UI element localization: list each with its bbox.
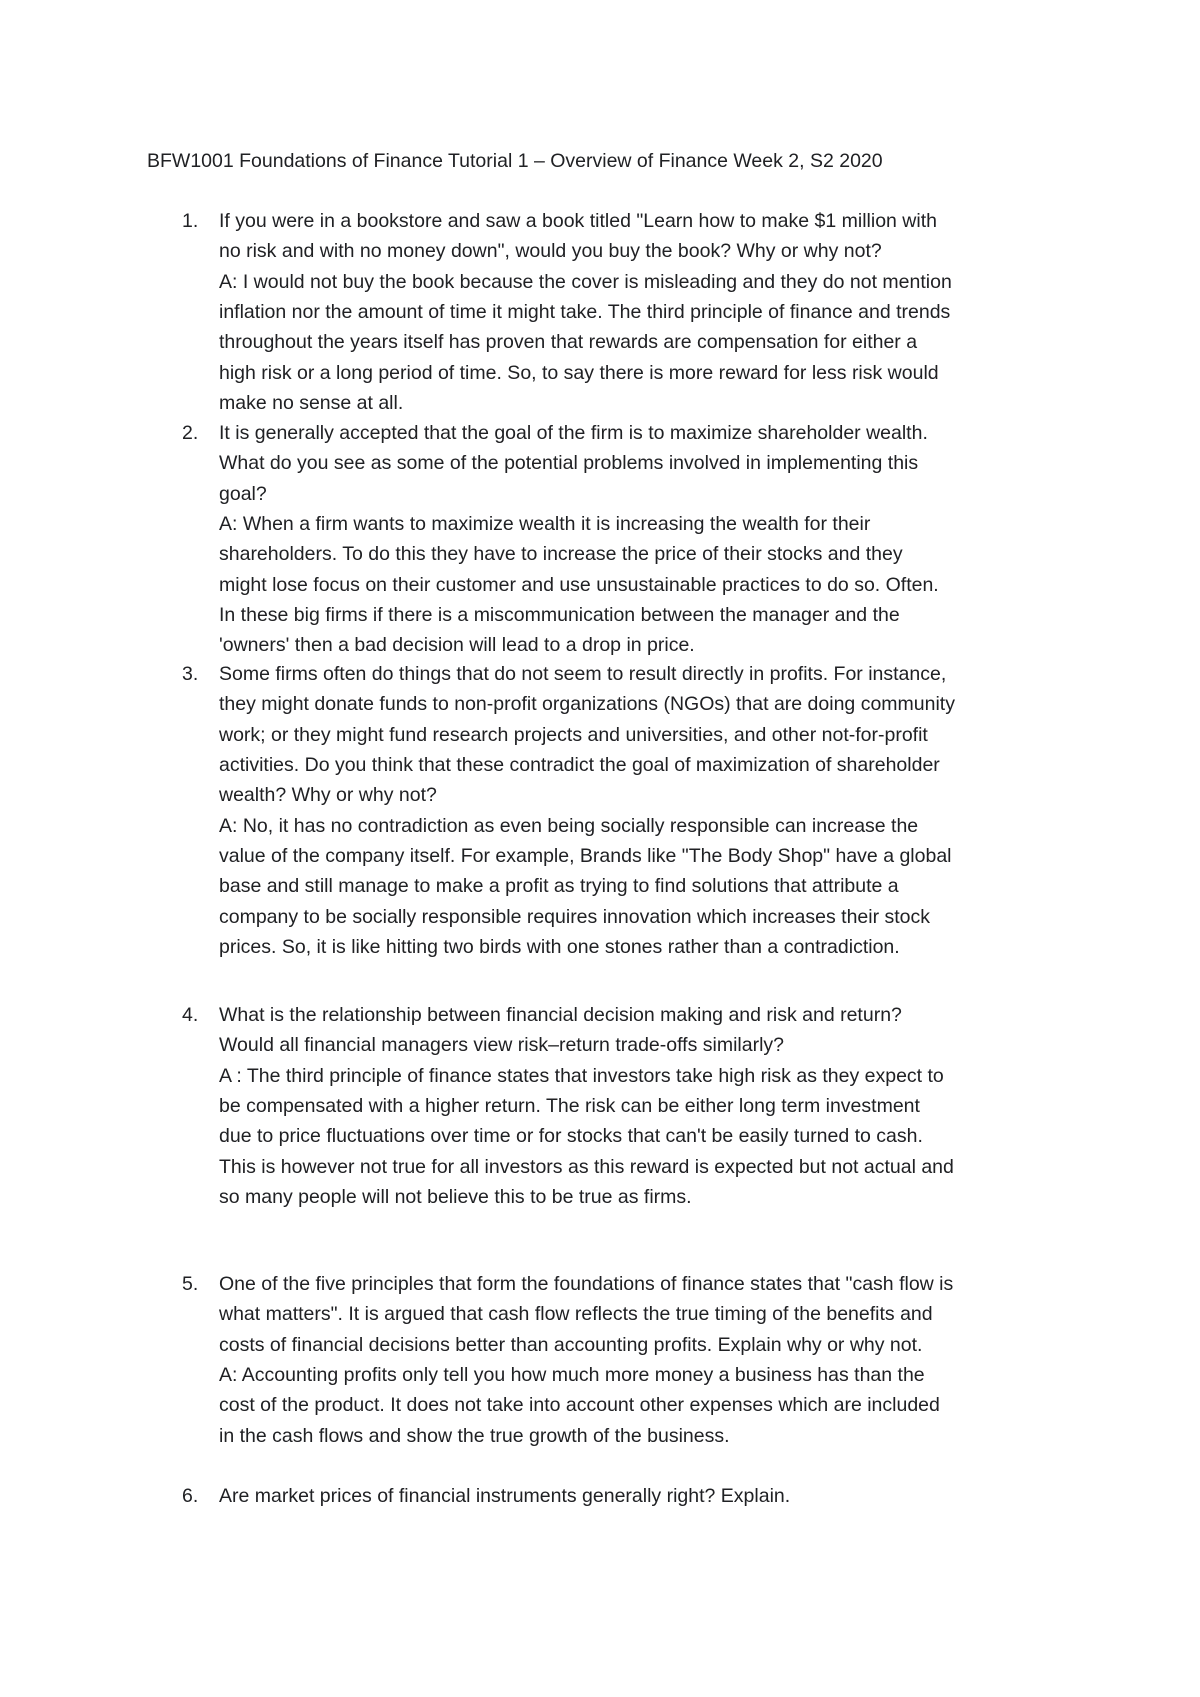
item-line: wealth? Why or why not? bbox=[219, 784, 437, 807]
item-line: no risk and with no money down", would you buy the book? Why or why not? bbox=[219, 240, 882, 263]
list-item-6 bbox=[182, 1481, 1099, 1511]
item-line: what matters". It is argued that cash flow reflects the true timing of the benefits and bbox=[219, 1303, 933, 1326]
item-line: prices. So, it is like hitting two birds with one stones rather than a contradiction. bbox=[219, 936, 900, 959]
item-line: company to be socially responsible requires innovation which increases their stock bbox=[219, 905, 931, 928]
item-line: Are market prices of financial instruments generally right? Explain. bbox=[219, 1485, 791, 1507]
document-title: BFW1001 Foundations of Finance Tutorial 1 – Overview of Finance Week 2, S2 2020 bbox=[147, 150, 883, 172]
item-line: be compensated with a higher return. The risk can be either long term investment bbox=[219, 1095, 920, 1118]
item-number: 3. bbox=[182, 663, 199, 685]
item-line: 'owners' then a bad decision will lead to a drop in price. bbox=[219, 634, 695, 657]
item-line: base and still manage to make a profit as trying to find solutions that attribute a bbox=[219, 875, 899, 898]
item-line: Some firms often do things that do not seem to result directly in profits. For instance, bbox=[219, 663, 947, 685]
item-line: In these big firms if there is a miscommunication between the manager and the bbox=[219, 604, 900, 627]
item-line: make no sense at all. bbox=[219, 392, 404, 415]
item-line: due to price fluctuations over time or for stocks that can't be easily turned to cash. bbox=[219, 1125, 923, 1148]
item-number: 4. bbox=[182, 1004, 199, 1026]
item-number: 6. bbox=[182, 1485, 199, 1507]
item-line: so many people will not believe this to be true as firms. bbox=[219, 1186, 692, 1209]
list-item-5 bbox=[182, 1269, 1099, 1451]
item-line: A: I would not buy the book because the cover is misleading and they do not mention bbox=[219, 270, 952, 293]
item-line: in the cash flows and show the true growth of the business. bbox=[219, 1424, 730, 1447]
item-line: costs of financial decisions better than accounting profits. Explain why or why not. bbox=[219, 1333, 923, 1356]
item-line: goal? bbox=[219, 482, 267, 505]
item-line: high risk or a long period of time. So, to say there is more reward for less risk would bbox=[219, 361, 939, 384]
item-line: work; or they might fund research projects and universities, and other not-for-profit bbox=[219, 723, 928, 746]
item-line: A: No, it has no contradiction as even being socially responsible can increase the bbox=[219, 814, 919, 837]
item-line: cost of the product. It does not take into account other expenses which are included bbox=[219, 1394, 940, 1417]
list-item-4 bbox=[182, 1000, 1099, 1212]
item-line: inflation nor the amount of time it might take. The third principle of finance and trends bbox=[219, 301, 951, 324]
item-line: It is generally accepted that the goal of the firm is to maximize shareholder wealth. bbox=[219, 422, 928, 444]
item-line: What is the relationship between financial decision making and risk and return? bbox=[219, 1004, 902, 1026]
list-item-3 bbox=[182, 659, 1099, 962]
list-item-1 bbox=[182, 206, 1099, 418]
item-line: What do you see as some of the potential problems involved in implementing this bbox=[219, 452, 919, 475]
item-line: they might donate funds to non-profit organizations (NGOs) that are doing community bbox=[219, 693, 955, 716]
item-line: shareholders. To do this they have to increase the price of their stocks and they bbox=[219, 543, 903, 566]
item-line: A: Accounting profits only tell you how much more money a business has than the bbox=[219, 1364, 925, 1387]
item-line: A : The third principle of finance states that investors take high risk as they expect to bbox=[219, 1064, 944, 1087]
item-line: Would all financial managers view risk–return trade-offs similarly? bbox=[219, 1034, 785, 1057]
item-line: This is however not true for all investors as this reward is expected but not actual and bbox=[219, 1155, 954, 1178]
item-number: 1. bbox=[182, 210, 199, 232]
item-line: might lose focus on their customer and use unsustainable practices to do so. Often. bbox=[219, 573, 939, 596]
item-line: If you were in a bookstore and saw a book titled "Learn how to make $1 million with bbox=[219, 210, 937, 232]
item-line: throughout the years itself has proven that rewards are compensation for either a bbox=[219, 331, 918, 354]
list-item-2 bbox=[182, 418, 1099, 661]
item-line: value of the company itself. For example, Brands like "The Body Shop" have a global bbox=[219, 845, 952, 868]
item-line: A: When a firm wants to maximize wealth it is increasing the wealth for their bbox=[219, 513, 871, 536]
item-number: 2. bbox=[182, 422, 199, 444]
item-line: One of the five principles that form the foundations of finance states that "cash flow is bbox=[219, 1273, 954, 1295]
item-line: activities. Do you think that these contradict the goal of maximization of shareholder bbox=[219, 754, 940, 777]
item-number: 5. bbox=[182, 1273, 199, 1295]
